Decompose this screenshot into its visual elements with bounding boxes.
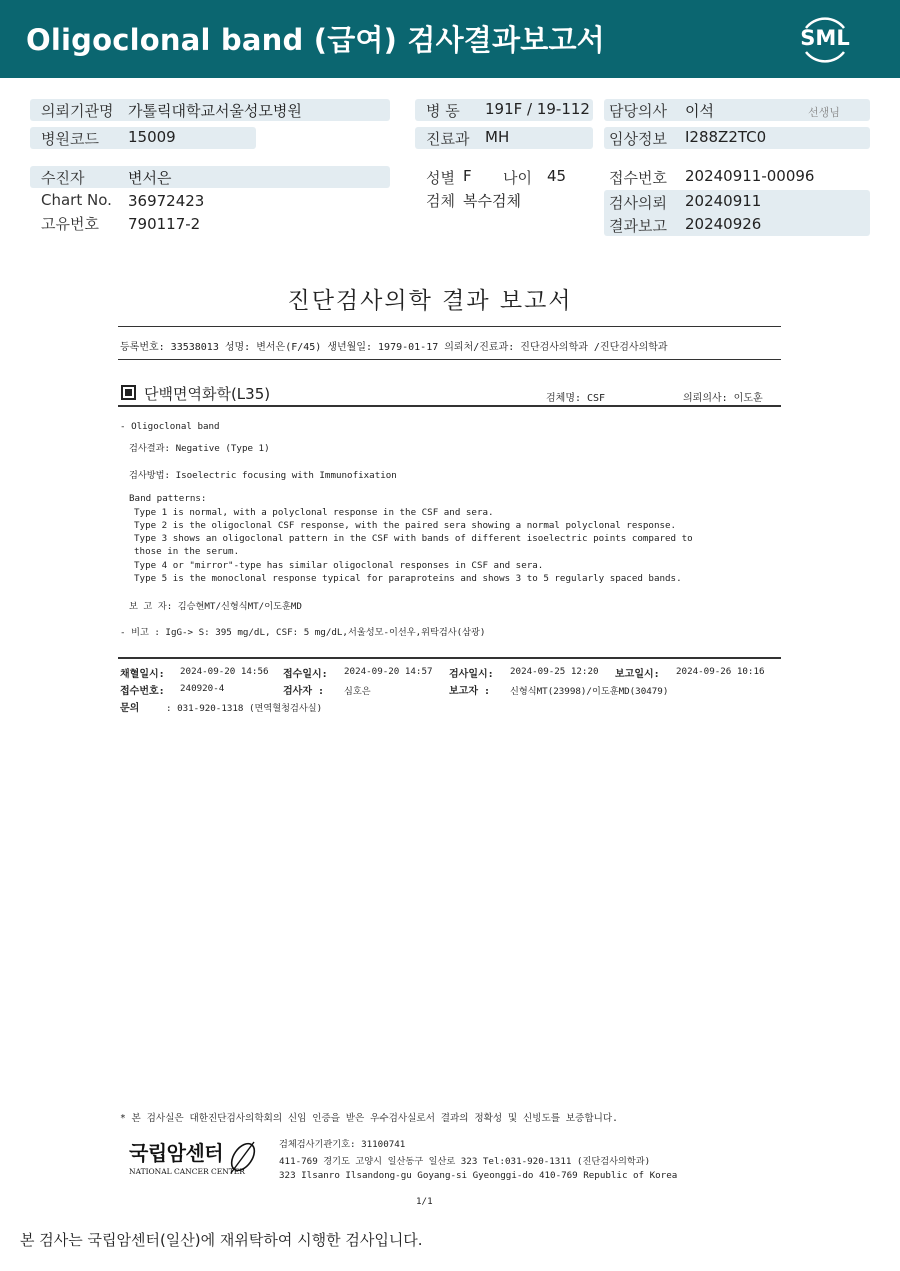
page-number: 1/1: [416, 1196, 433, 1207]
chart-label: Chart No.: [41, 191, 112, 209]
address-english: 323 Ilsanro Ilsandong-gu Goyang-si Gyeonggi-do 410-769 Republic of Korea: [279, 1170, 678, 1181]
report-date-value: 20240926: [685, 215, 762, 233]
ncc-logo: [129, 1137, 259, 1181]
receipt-label: 접수번호: [609, 169, 667, 187]
band-line: Type 2 is the oligoclonal CSF response, with the paired sera showing a normal polyclonal response.: [134, 520, 677, 531]
doctor-suffix: 선생님: [808, 106, 840, 119]
divider: [118, 326, 781, 327]
dept-label: 진료과: [426, 130, 470, 148]
test-date-value: 2024-09-25 12:20: [510, 666, 599, 677]
requesting-doctor: 의뢰의사: 이도훈: [683, 393, 763, 404]
hospital-code-value: 15009: [128, 128, 176, 146]
tester-label: 검사자 :: [283, 686, 325, 697]
clinical-label: 임상정보: [609, 130, 667, 148]
divider: [118, 359, 781, 360]
header-bar: [0, 0, 900, 78]
age-value: 45: [547, 167, 567, 185]
uid-label: 고유번호: [41, 215, 99, 233]
specimen-value: 복수검체: [463, 192, 521, 210]
dept-value: MH: [485, 128, 510, 146]
ward-label: 병 동: [426, 102, 460, 120]
certification-note: * 본 검사실은 대한진단검사의학회의 신임 인증을 받은 우수검사실로서 결과의 정확성 및 신빙도를 보증합니다.: [120, 1113, 618, 1124]
test-result: 검사결과: Negative (Type 1): [129, 443, 270, 454]
band-line: those in the serum.: [134, 546, 240, 557]
test-method: 검사방법: Isoelectric focusing with Immunofixation: [129, 470, 397, 481]
contact-value: : 031-920-1318 (면역혈청검사실): [166, 703, 323, 714]
band-line: Type 1 is normal, with a polyclonal response in the CSF and sera.: [134, 507, 494, 518]
accept-label: 접수일시:: [283, 669, 328, 680]
accept-value: 2024-09-20 14:57: [344, 666, 433, 677]
report-title: 진단검사의학 결과 보고서: [287, 288, 573, 314]
address-korean: 411-769 경기도 고양시 일산동구 일산로 323 Tel:031-920-1311 (진단검사의학과): [279, 1156, 651, 1167]
uid-value: 790117-2: [128, 215, 201, 233]
report-time-label: 보고일시:: [615, 669, 660, 680]
request-label: 검사의뢰: [609, 194, 667, 212]
ward-value: 191F / 19-112: [485, 100, 590, 118]
collect-value: 2024-09-20 14:56: [180, 666, 269, 677]
divider: [118, 657, 781, 659]
sml-logo: [796, 12, 854, 66]
clinical-value: I288Z2TC0: [685, 128, 767, 146]
doctor-value: 이석: [685, 102, 714, 120]
hospital-code-label: 병원코드: [41, 130, 99, 148]
test-date-label: 검사일시:: [449, 669, 494, 680]
institution-code: 검체검사기관기호: 31100741: [279, 1139, 406, 1150]
report-date-label: 결과보고: [609, 217, 667, 235]
reporters: 보 고 자: 김승현MT/신형식MT/이도훈MD: [129, 601, 302, 612]
report-time-value: 2024-09-26 10:16: [676, 666, 765, 677]
sex-label: 성별: [426, 169, 455, 187]
patient-value: 변서은: [128, 169, 172, 187]
band-title: Band patterns:: [129, 493, 207, 504]
contact-label: 문의: [120, 703, 140, 714]
band-line: Type 5 is the monoclonal response typical for paraproteins and shows 3 to 5 regularly spaced bands.: [134, 573, 682, 584]
remark: - 비고 : IgG-> S: 395 mg/dL, CSF: 5 mg/dL,서울성모-이선우,위탁검사(삼광): [120, 627, 486, 638]
receipt-value: 20240911-00096: [685, 167, 815, 185]
sex-value: F: [463, 167, 472, 185]
institution-label: 의뢰기관명: [41, 102, 114, 120]
ncc-english-name: NATIONAL CANCER CENTER: [129, 1167, 245, 1176]
reporter-value: 신형식MT(23998)/이도훈MD(30479): [510, 686, 669, 697]
outsourcing-note: 본 검사는 국립암센터(일산)에 재위탁하여 시행한 검사입니다.: [20, 1231, 423, 1249]
section-title: [121, 383, 270, 404]
doctor-label: 담당의사: [609, 102, 667, 120]
request-value: 20240911: [685, 192, 762, 210]
reporter-label: 보고자 :: [449, 686, 491, 697]
logo-text: SML: [800, 26, 850, 50]
specimen-name: 검체명: CSF: [546, 393, 606, 404]
collect-label: 채혈일시:: [120, 669, 165, 680]
age-label: 나이: [503, 169, 532, 187]
divider: [118, 405, 781, 407]
acc-no-value: 240920-4: [180, 683, 225, 694]
band-line: Type 4 or "mirror"-type has similar oligoclonal responses in CSF and sera.: [134, 560, 544, 571]
specimen-label: 검체: [426, 192, 455, 210]
band-line: Type 3 shows an oligoclonal pattern in the CSF with bands of different isoelectric points compared to: [134, 533, 693, 544]
test-name: - Oligoclonal band: [120, 421, 220, 432]
leaf-icon: [227, 1139, 259, 1177]
ncc-name: 국립암센터: [129, 1141, 224, 1165]
square-icon: [121, 385, 136, 400]
patient-line: 등록번호: 33538013 성명: 변서은(F/45) 생년월일: 1979-01-17 의뢰처/진료과: 진단검사의학과 /진단검사의학과: [120, 342, 668, 353]
tester-value: 심호은: [344, 686, 371, 697]
section-name: 단백면역화학(L35): [144, 385, 271, 403]
institution-value: 가톨릭대학교서울성모병원: [128, 102, 302, 120]
patient-label: 수진자: [41, 169, 85, 187]
acc-no-label: 접수번호:: [120, 686, 165, 697]
page-title: Oligoclonal band (급여) 검사결과보고서: [26, 23, 605, 57]
chart-value: 36972423: [128, 192, 205, 210]
